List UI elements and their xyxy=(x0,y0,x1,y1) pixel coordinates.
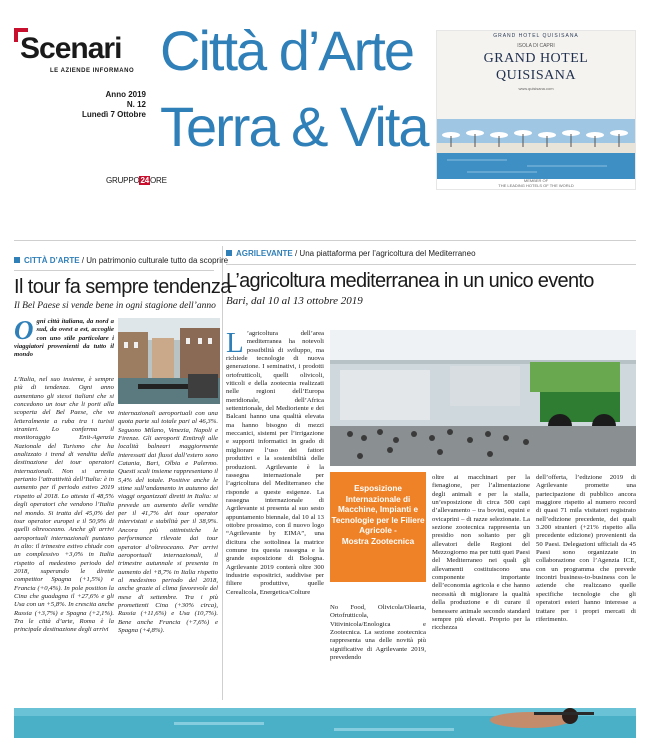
right-col-2-body: No Food, Olivicola/Olearia, Ortofrutticola, Vitivinicola/Enologica e Zootecnica. La sezione zootecnica rappresenta una delle novità più significative di Agrilevante 2019, prevedendo xyxy=(330,604,426,662)
publication-title xyxy=(160,20,428,158)
left-col-1-intro xyxy=(14,318,114,374)
dropcap-o: O xyxy=(14,318,34,345)
swimmer-photo xyxy=(14,708,636,738)
left-headline: Il tour fa sempre tendenza xyxy=(14,276,231,298)
ad-hotel-name-1: GRAND HOTEL xyxy=(483,51,589,66)
ad-footer xyxy=(437,177,635,189)
masthead-divider xyxy=(14,240,636,241)
column-divider xyxy=(222,246,223,700)
issue-date: Lunedì 7 Ottobre xyxy=(82,110,146,119)
box-line-5: Agricole - xyxy=(359,526,397,536)
left-intro-text: gni città italiana, da nord a sud, da ovest a est, accoglie con uno stile particolare i viaggiatori provenienti da tutto il mondo xyxy=(14,318,114,359)
gruppo-prefix: GRUPPO xyxy=(106,176,140,185)
section-square-icon xyxy=(14,257,20,263)
right-headline: L’agricoltura mediterranea in un unico evento xyxy=(226,270,594,292)
pool-photo xyxy=(437,119,635,179)
ad-header xyxy=(437,31,635,119)
expo-info-box xyxy=(330,472,426,582)
right-col-3-body: oltre ai macchinari per la fienagione, per l’alimentazione degli animali e per la stalla, un’esposizione di circa 500 capi d’allevamento – tra bovini, equini e ovicaprini – di razze selezionate. La sezione zootecnica rappresenta un presidio non soltanto per gli allevatori delle Regioni del Mezzogiorno ma per tutti quei Paesi del Mediterraneo nei quali gli allevamenti costituiscono una componente importante dell’economia agricola e che hanno necessità di migliorare la qualità della produzione e di curare il benessere animale secondo standard sempre più elevati. Proprio per la ricchezza xyxy=(432,474,530,632)
section-name: CITTÀ D’ARTE xyxy=(24,256,80,265)
issue-year: Anno 2019 xyxy=(105,90,146,99)
right-col-4-body: dell’offerta, l’edizione 2019 di Agrilevante promette una partecipazione di pubblico ancora maggiore rispetto al numero record di quasi 71 mila visitatori registrato nell’edizione precedente, dei quali 3.200 stranieri (+21% rispetto alla precedente edizione) provenienti da 50 Paesi. Delegazioni ufficiali da 45 Paesi sono organizzate in collaborazione con l’Agenzia ICE, con un programma che prevede incontri business-to-business con le aziende che realizzano quelle specifiche tecnologie che gli operatori esteri hanno interesse a trattare per i propri mercati di riferimento. xyxy=(536,474,636,623)
gruppo-24-mark: 24 xyxy=(140,176,149,185)
dropcap-l: L xyxy=(226,330,244,359)
left-section-rule xyxy=(14,270,214,271)
gruppo-suffix: ORE xyxy=(149,176,167,185)
hotel-advertisement[interactable] xyxy=(436,30,636,190)
ad-brand: GRAND HOTEL QUISISANA xyxy=(493,33,579,39)
box-line-3: Macchine, Impianti e xyxy=(337,505,419,515)
box-line-6: Mostra Zootecnica xyxy=(341,536,415,546)
ad-footer-leading: THE LEADING HOTELS OF THE WORLD xyxy=(498,183,574,188)
issue-info xyxy=(80,90,146,120)
logo-wordmark: Scenari xyxy=(20,32,122,65)
ad-hotel-name-2: QUISISANA xyxy=(496,68,576,83)
left-col-1-body: L’Italia, nel suo insieme, è sempre più di tendenza. Ogni anno aumentano gli stessi italiani che si concedono un tour che li porti alla scoperta del Bel Paese, che va letteralmente a ruba tra i turisti stranieri. Lo conferma il monitoraggio Enit-Agenzia Nazionale del Turismo che ha analizzato i trend di vendita della destinazione dei tour operatori internazionali. Non si arresta pertanto l’attrattività dell’Italia: è in aumento per il periodo estivo 2019 rispetto al 2018. Lo attesta il 48,5% degli operatori che vendono l’Italia nel mondo. Si tratta del 45,0% dei tour operator europei e il 50,9% di quelli oltreoceano. Anche gli arrivi aeroportuali internazionali puntano in alto: il trimestre estivo chiude con un complessivo +3,0% in Italia rispetto al medesimo periodo del 2018, superando le dirette competitor Spagna (+1,5%) e Francia (+0,4%). In pole position la Cina che guadagna il +27,6% e gli Usa con un +5,8%. In crescita anche Russia (+3,7%) e Spagna (+2,1%). Tra le città d’arte, Roma è la principale destinazione degli arrivi xyxy=(14,376,114,634)
right-subheadline: Bari, dal 10 al 13 ottobre 2019 xyxy=(226,295,363,307)
section-square-icon xyxy=(226,250,232,256)
section-label-agrilevante xyxy=(226,249,476,258)
ad-footer-member: MEMBER OF xyxy=(523,178,549,183)
gruppo-24ore-logo xyxy=(106,176,167,185)
right-section-rule xyxy=(226,264,636,265)
section-subtitle: / Un patrimonio culturale tutto da scoprire xyxy=(81,256,229,265)
box-line-4: Tecnologie per le Filiere xyxy=(331,515,425,525)
box-line-2: Internazionale di xyxy=(345,494,411,504)
section-subtitle: / Una piattaforma per l’agricoltura del Mediterraneo xyxy=(294,249,476,258)
title-line-citta: Città d’Arte xyxy=(160,19,413,82)
section-label-citta-arte xyxy=(14,256,228,265)
issue-number: N. 12 xyxy=(126,100,146,109)
ad-location: ISOLA DI CAPRI xyxy=(517,43,555,49)
trade-fair-photo xyxy=(330,330,636,466)
right-col-1-text: ’agricoltura dell’area mediterranea ha notevoli possibilità di sviluppo, ma richiede tecnologie di nuova generazione. I seminativi, i prodotti ortofrutticoli, quelli olivicoli, viticoli e della zootecnia realizzati nelle regioni dell’Europa meridionale, dell’Africa settentrionale, del Medioriente e dei Balcani hanno una qualità elevata ma hanno bisogno di mezzi meccanici, sistemi per l’irrigazione e supporti informatici in grado di migliorare l’uso dei fattori produttivi e la sostenibilità delle produzioni. Agrilevante è la rassegna internazionale per l’agricoltura del Mediterraneo che risponde a queste esigenze. La rassegna internazionale di Agrilevante si presenta al suo sesto appuntamento biennale, dal 10 al 13 ottobre prossimo, con il nuovo logo “Agrilevante by EIMA”, una dicitura che sottolinea la matrice comune tra questa rassegna e la grande esposizione di Bologna. Agrilevante 2019 conterà oltre 300 industrie espositrici, suddivise per filiere produttive, quelle Cerealicola, Energetica/Colture xyxy=(226,330,324,596)
venice-canal-photo xyxy=(118,318,220,404)
logo-tagline: LE AZIENDE INFORMANO xyxy=(50,68,135,74)
box-line-1: Esposizione xyxy=(354,484,402,493)
right-col-1-body xyxy=(226,330,324,700)
left-subheadline: Il Bel Paese si vende bene in ogni stagione dell’anno xyxy=(14,301,216,311)
title-line-terra: Terra & Vita xyxy=(160,95,428,158)
section-name: AGRILEVANTE xyxy=(236,249,293,258)
ad-url: www.quisisana.com xyxy=(518,86,554,91)
left-col-2-body: internazionali aeroportuali con una quota parte sul totale pari al 46,3%. Seguono Milano, Venezia, Napoli e Firenze. Gli aeroporti Emitrofi alle località balneari maggiormente interessati dai flussi dall’estero sono Catania, Bari, Olbia e Palermo. Questi scali insieme rappresentano il 5,4% del totale. Positive anche le stime sull’andamento in autunno dei viaggi organizzati diretti in Italia: si prevede un aumento delle vendite per il 41,7% dei tour operator intervistati e stabilità per il 38,9%. Ancora più ottimistiche le performance rilevate dai tour operator d’oltreoceano. Per arrivi aeroportuali internazionali, il trimestre autunnale si presenta in aumento del +8,7% in Italia rispetto al medesimo periodo del 2018, anche grazie al clima favorevole del mese di settembre. Tra i più promettenti Cina (+30% circa), Russia (+11,6%) e Usa (10,7%). Bene anche Francia (+7,6%) e Spagna (+4,8%). xyxy=(118,410,218,634)
